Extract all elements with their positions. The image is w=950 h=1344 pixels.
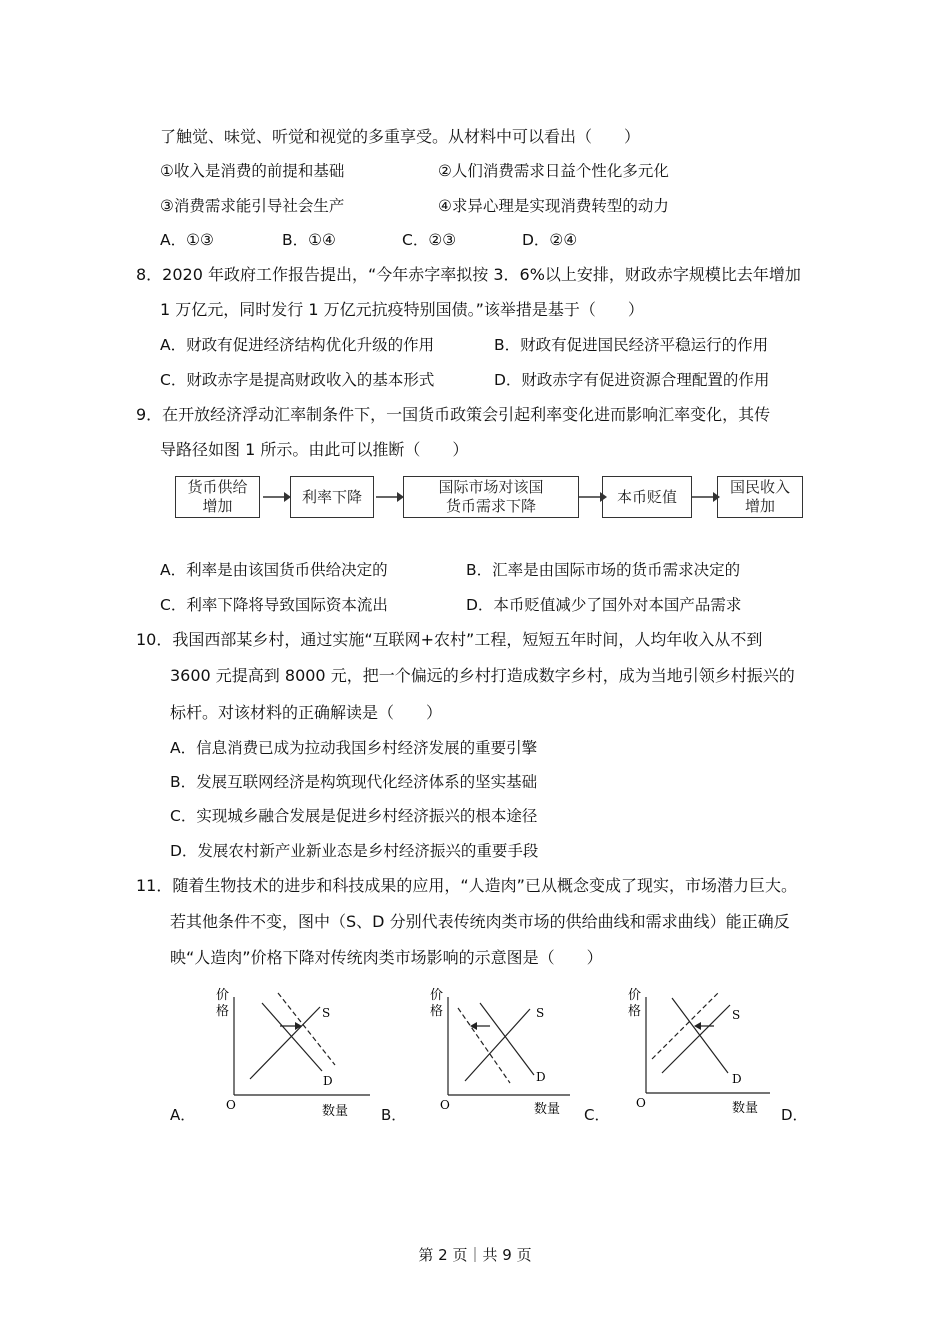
q7-stem-continuation: 了触觉、味觉、听觉和视觉的多重享受。从材料中可以看出（ ） [160,127,641,146]
q11-stem-line-2: 若其他条件不变，图中（S、D 分别代表传统肉类市场的供给曲线和需求曲线）能正确反 [170,912,790,931]
q8-option-d: D．财政赤字有促进资源合理配置的作用 [494,371,770,389]
graph-y-label: 格 [430,1004,444,1019]
q7-statement-3: ③消费需求能引导社会生产 [160,197,345,215]
q9-option-a: A．利率是由该国货币供给决定的 [160,561,388,579]
transmission-flowchart [170,472,810,528]
q7-option-a: A．①③ [160,231,214,249]
flow-box-interest-rate: 利率下降 [290,476,374,518]
graph-c-label: C． [584,1106,610,1124]
q7-statement-4: ④求异心理是实现消费转型的动力 [438,197,669,215]
graph-origin-label: O [226,1098,236,1112]
graph-origin-label: O [636,1096,646,1110]
q8-stem-line-1: 8．2020 年政府工作报告提出，“今年赤字率拟按 3．6%以上安排，财政赤字规模比去年增加 [136,265,801,284]
supply-label: S [536,1006,545,1020]
flow-box-national-income: 国民收入 增加 [717,476,803,518]
flow-box-currency-demand: 国际市场对该国 货币需求下降 [403,476,579,518]
q10-stem-line-1: 10．我国西部某乡村，通过实施“互联网+农村”工程，短短五年时间，人均年收入从不到 [136,630,763,649]
q11-stem-line-1: 11．随着生物技术的进步和科技成果的应用，“人造肉”已从概念变成了现实，市场潜力巨大。 [136,876,797,895]
q7-option-d: D．②④ [522,231,578,249]
demand-label: D [536,1070,546,1084]
q8-stem-line-2: 1 万亿元，同时发行 1 万亿元抗疫特别国债。”该举措是基于（ ） [160,300,644,319]
graph-y-label: 价 [216,988,230,1003]
q10-option-c: C．实现城乡融合发展是促进乡村经济振兴的根本途径 [170,807,538,825]
q9-option-d: D．本币贬值减少了国外对本国产品需求 [466,596,742,614]
graph-y-label: 格 [216,1004,230,1019]
graph-y-label: 格 [628,1004,642,1019]
q10-stem-line-2: 3600 元提高到 8000 元，把一个偏远的乡村打造成数字乡村，成为当地引领乡村振兴的 [170,666,795,685]
q9-option-c: C．利率下降将导致国际资本流出 [160,596,388,614]
demand-label: D [732,1072,742,1086]
flow-box-money-supply: 货币供给 增加 [175,476,260,518]
q10-option-d: D．发展农村新产业新业态是乡村经济振兴的重要手段 [170,842,539,860]
flow-arrow-icon [375,487,405,507]
q8-option-c: C．财政赤字是提高财政收入的基本形式 [160,371,435,389]
graph-x-label: 数量 [732,1101,759,1116]
graph-option-c [610,983,780,1118]
q9-stem-line-2: 导路径如图 1 所示。由此可以推断（ ） [160,440,469,459]
q8-option-b: B．财政有促进国民经济平稳运行的作用 [494,336,769,354]
supply-label: S [732,1008,741,1022]
q11-stem-line-3: 映“人造肉”价格下降对传统肉类市场影响的示意图是（ ） [170,948,603,967]
q7-statement-1: ①收入是消费的前提和基础 [160,162,345,180]
q10-stem-line-3: 标杆。对该材料的正确解读是（ ） [170,703,443,722]
flow-arrow-icon [262,487,292,507]
graph-origin-label: O [440,1098,450,1112]
graph-b-label: B． [381,1106,407,1124]
q9-stem-line-1: 9．在开放经济浮动汇率制条件下，一国货币政策会引起利率变化进而影响汇率变化，其传 [136,405,771,424]
demand-label: D [323,1074,333,1088]
graph-y-label: 价 [628,988,642,1003]
q7-option-b: B．①④ [282,231,336,249]
graph-d-label: D． [781,1106,808,1124]
q8-option-a: A．财政有促进经济结构优化升级的作用 [160,336,435,354]
supply-label: S [322,1006,331,1020]
q10-option-a: A．信息消费已成为拉动我国乡村经济发展的重要引擎 [170,739,538,757]
q9-option-b: B．汇率是由国际市场的货币需求决定的 [466,561,741,579]
graph-option-a [210,983,380,1118]
q10-option-b: B．发展互联网经济是构筑现代化经济体系的坚实基础 [170,773,538,791]
flow-box-depreciation: 本币贬值 [602,476,692,518]
graph-y-label: 价 [430,988,444,1003]
graph-option-b [410,983,580,1118]
page-footer: 第 2 页｜共 9 页 [418,1246,532,1264]
q7-option-c: C．②③ [402,231,457,249]
graph-a-label: A． [170,1106,196,1124]
q7-statement-2: ②人们消费需求日益个性化多元化 [438,162,669,180]
graph-x-label: 数量 [534,1102,561,1117]
graph-x-label: 数量 [322,1104,349,1118]
